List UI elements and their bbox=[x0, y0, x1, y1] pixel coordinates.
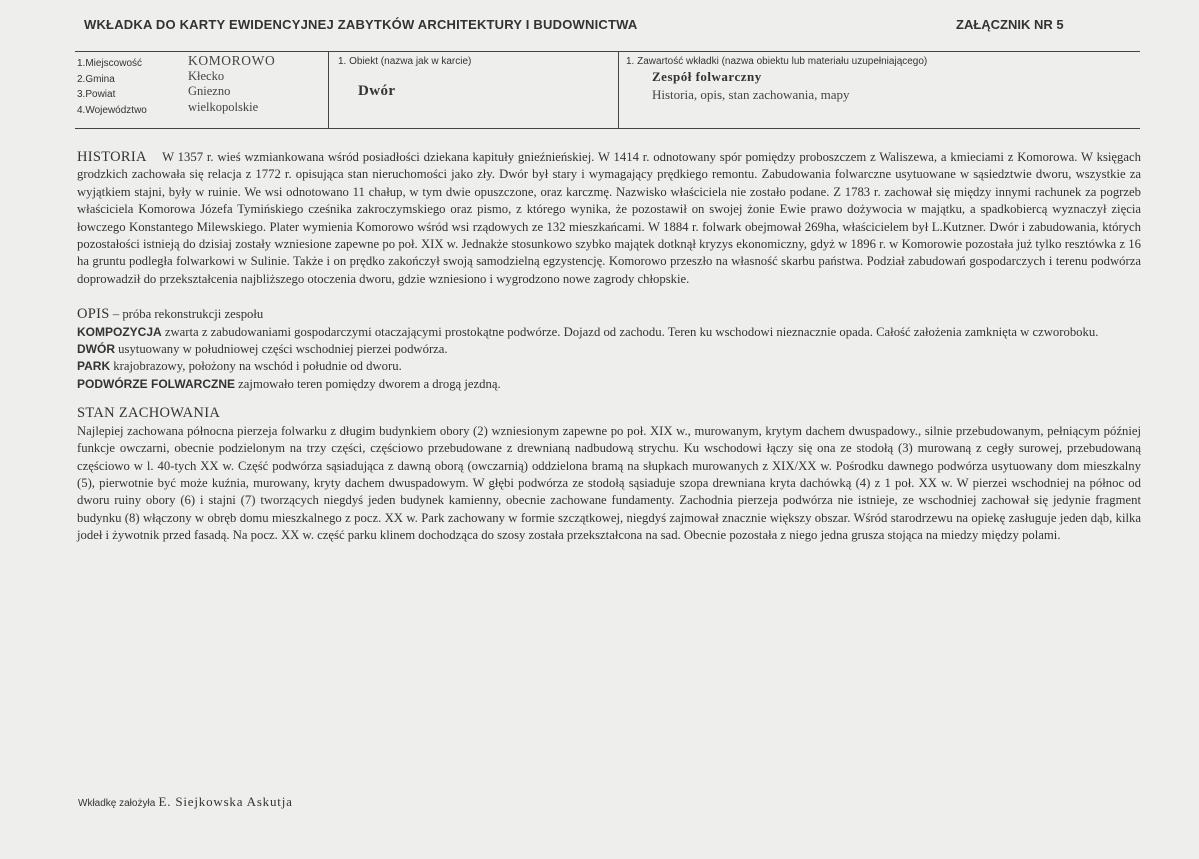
location-values bbox=[188, 53, 275, 115]
commune-value: Kłecko bbox=[188, 68, 225, 83]
location-labels bbox=[77, 56, 147, 118]
contents-title: Zespół folwarczny bbox=[652, 69, 762, 84]
description-heading-line bbox=[77, 306, 1141, 323]
locality-value: KOMOROWO bbox=[188, 53, 276, 68]
county-value: Gniezno bbox=[188, 84, 231, 98]
author-label: Wkładkę założyła bbox=[78, 798, 156, 809]
author-name: E. Siejkowska Askutja bbox=[158, 794, 293, 809]
object-value: Dwór bbox=[358, 83, 396, 99]
history-text: W 1357 r. wieś wzmiankowana wśród posiadłości dziekana kapituły gnieźnieńskiej. W 1414 r. odnotowany spór pomiędzy proboszczem z Waliszewa, a kmieciami z Komorowa. W księgach grodzkich zachowała się relacja z 1772 r. opisująca stan nieruchomości jako zły. Dwór był stary i wymagający prędkiego remontu. Zabudowania folwarczne usytuowane w sąsiedztwie dworu, wszystkie za wyjątkiem stajni, były w ruinie. We wsi odnotowano 11 chałup, w tym dwie opuszczone, oraz karczmę. Nazwisko właściciela nie zostało podane. Z 1783 r. zachował się między innymi rachunek za pogrzeb właściciela Komorowa Józefa Tymińskiego cześnika zakroczymskiego oraz pismo, z którego wynika, że pozostawił on swojej żonie Ewie prawo dożywocia w majątku, a spadkobiercą wyznaczył zięcia łowczego Konstantego Milewskiego. Plater wymienia Komorowo wśród wsi rządowych ze 132 mieszkańcami. W 1884 r. folwark obejmował 269ha, właścicielem był L.Kutzner. Dwór i zabudowania, których pozostałości istnieją do dzisiaj zostały wzniesione zapewne po poł. XIX w. Jednakże stosunkowo szybko majątek dotknął kryzys ekonomiczny, gdyż w 1896 r. w Komorowie pozostała już tylko resztówka z 16 ha gruntu podległa folwarkowi w Sulinie. Także i on prędko zakończył swoją samodzielną egzystencję. Komorowo przeszło na własność skarbu państwa. Podział zabudowań gospodarczych i terenu podwórza doprowadził do przekształcenia najbliższego otoczenia dworu, gdzie wzniesiono i wygrodzono nowe zagrody chłopskie. bbox=[77, 150, 1141, 286]
history-section bbox=[77, 149, 1141, 288]
column-divider bbox=[328, 52, 329, 128]
farmyard-text: zajmowało teren pomiędzy dworem a drogą jezdną. bbox=[235, 376, 501, 391]
description-heading: OPIS bbox=[77, 306, 110, 323]
object-label: 1. Obiekt (nazwa jak w karcie) bbox=[338, 56, 472, 67]
manor-keyword: DWÓR bbox=[77, 342, 115, 357]
farmyard-keyword: PODWÓRZE FOLWARCZNE bbox=[77, 376, 235, 391]
manor-text: usytuowany w południowej części wschodniej pierzei podwórza. bbox=[115, 342, 448, 357]
voivodeship-label: 4.Województwo bbox=[77, 104, 147, 116]
description-item bbox=[77, 324, 1141, 341]
park-text: krajobrazowy, położony na wschód i południe od dworu. bbox=[110, 359, 402, 374]
history-heading: HISTORIA bbox=[77, 149, 147, 165]
condition-text: Najlepiej zachowana północna pierzeja folwarku z długim budynkiem obory (2) wzniesionym zapewne po poł. XIX w., murowanym, krytym dachem dwuspadowy., silnie przebudowanym, pełniącym później funkcje owczarni, obecnie podzielonym na trzy części, częściowo przebudowane z drewnianą nadbudową strychu. Ku wschodowi łączy się ona ze stodołą (3) murowaną z cegły surowej, przebudowaną częściowo w l. 40-tych XX w. Część podwórza sąsiadująca z dawną oborą (owczarnią) oddzielona bramą na słupkach murowanych z XIX/XX w. Pośrodku dawnego podwórza usytuowany dom mieszkalny (5), pierwotnie być może kuźnia, murowany, kryty dachem dwuspadowym. W głębi podwórza ze stodołą sąsiaduje szopa drewniana kryta dachówką (4) z 1 poł. XX w. W pierzei wschodniej na północ od dworu ruiny obory (6) i stajni (7) tworzących niegdyś jeden budynek kamienny, obecnie zachowane fundamenty. Zachodnia pierzeja podwórza nie istnieje, ze wschodniej zachował się jedynie fragment budynku (8) włączony w obręb domu mieszkalnego z pocz. XX w. Park zachowany w formie szczątkowej, niegdyś zajmował znacznie większy obszar. Wśród starodrzewu na opiekę zasługuje jeden dąb, kilka jodeł i żywotnik przed fasadą. Na pocz. XX w. część parku klinem dochodząca do szosy została przekształcona na sad. Obecnie pozostała z niego jedna grusza stojąca na miedzy między polami. bbox=[77, 423, 1141, 543]
document-body bbox=[77, 149, 1141, 545]
composition-keyword: KOMPOZYCJA bbox=[77, 324, 162, 339]
contents-subtitle: Historia, opis, stan zachowania, mapy bbox=[652, 87, 850, 102]
annex-number: ZAŁĄCZNIK NR 5 bbox=[956, 17, 1064, 32]
footer bbox=[78, 794, 293, 810]
document-title: WKŁADKA DO KARTY EWIDENCYJNEJ ZABYTKÓW ARCHITEKTURY I BUDOWNICTWA bbox=[84, 17, 638, 32]
park-keyword: PARK bbox=[77, 359, 111, 374]
condition-heading: STAN ZACHOWANIA bbox=[77, 405, 221, 422]
description-subheading: – próba rekonstrukcji zespołu bbox=[109, 307, 264, 322]
description-item bbox=[77, 358, 1141, 375]
description-item bbox=[77, 376, 1141, 393]
metadata-table bbox=[75, 51, 1140, 129]
commune-label: 2.Gmina bbox=[77, 73, 115, 85]
description-item bbox=[77, 341, 1141, 358]
composition-text: zwarta z zabudowaniami gospodarczymi otaczającymi prostokątne podwórze. Dojazd od zachodu. Teren ku wschodowi nieznacznie opada. Całość założenia zamknięta w czworoboku. bbox=[161, 324, 1099, 339]
contents-label: 1. Zawartość wkładki (nazwa obiektu lub materiału uzupełniającego) bbox=[626, 56, 928, 67]
county-label: 3.Powiat bbox=[77, 89, 116, 100]
locality-label: 1.Miejscowość bbox=[77, 58, 143, 69]
column-divider bbox=[618, 52, 619, 128]
voivodeship-value: wielkopolskie bbox=[188, 99, 259, 114]
